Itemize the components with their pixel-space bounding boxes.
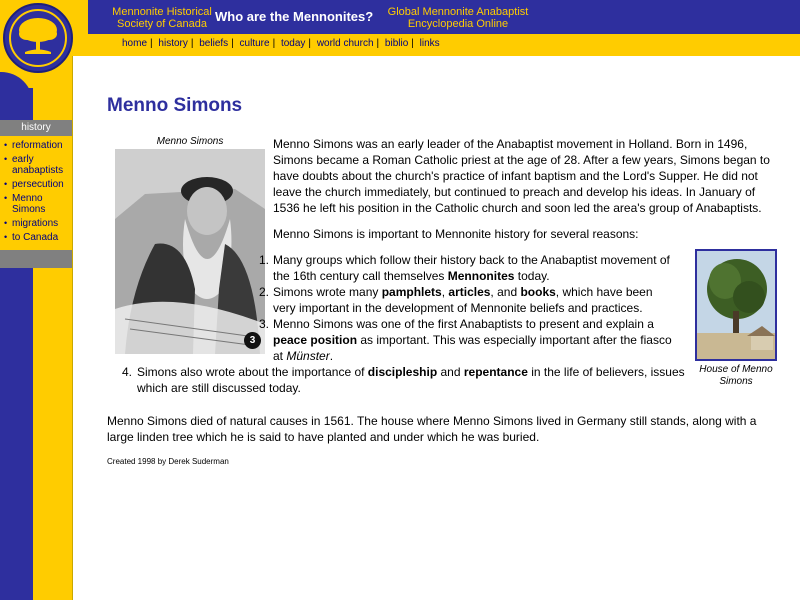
nav-culture[interactable]: culture [239,38,270,49]
sidebar-item-label: anabaptists [12,165,64,176]
closing-paragraph: Menno Simons died of natural causes in 1561. The house where Menno Simons lived in Germany still stands, along with a large linden tree which he is said to have planted and under which he was buried. [107,414,757,444]
site-title: Who are the Mennonites? [215,9,374,24]
reasons-intro: Menno Simons is important to Mennonite history for several reasons: [273,227,639,241]
list-item: 3. Menno Simons was one of the first Anabaptists to present and explain a peace position as important. This was especially important after the fiasco at Münster. [259,317,672,363]
sidebar-item-early-anabaptists[interactable] [4,154,70,176]
sidebar-item-label: Menno [12,193,43,204]
tree-icon [5,5,71,71]
sidebar-item-reformation[interactable] [4,140,70,151]
sidebar-item-persecution[interactable] [4,179,70,190]
sidebar-item-to-canada[interactable] [4,232,70,243]
sidebar-header: history [0,120,72,136]
sidebar-list [0,136,72,250]
house-caption: House of Menno Simons [699,364,773,387]
page-title: Menno Simons [107,95,243,116]
nav-today[interactable]: today [280,38,306,49]
sidebar-item-label: reformation [12,140,63,151]
sidebar-footer [0,250,72,268]
nav-beliefs[interactable]: beliefs [199,38,229,49]
main-content [107,95,790,466]
mhsc-line1: Mennonite Historical [112,6,212,18]
top-nav: home | history | beliefs | culture | today | world church | biblio | links [122,38,440,49]
mhsc-line2: Society of Canada [117,18,207,30]
sidebar-item-label: migrations [12,218,59,229]
intro-paragraph: Menno Simons was an early leader of the Anabaptist movement in Holland. Born in 1496, Simons became a Roman Catholic priest at the age of 28. After a few years, Simons began to have doubts about the church's practice of infant baptism and the Lord's Supper. He did not leave the church immediately, but continued to preach and develop his ideas. In January of 1536 he left his position in the Catholic church and soon led the area's group of Anabaptists. [273,137,770,215]
credit-line: Created 1998 by Derek Suderman [107,457,229,466]
gameo-link[interactable] [378,6,538,30]
divider [72,56,73,600]
gameo-line1: Global Mennonite Anabaptist [387,6,529,18]
mhsc-link[interactable] [112,6,212,30]
portrait-illustration [115,149,265,354]
nav-world-church[interactable]: world church [316,38,374,49]
sidebar-item-label: early [12,154,34,165]
list-item: 2. Simons wrote many pamphlets, articles, and books, which have been very important in the development of Mennonite beliefs and practices. [259,285,653,315]
figure-number-badge: 3 [244,332,261,349]
nav-links[interactable]: links [419,38,440,49]
sidebar-item-menno-simons[interactable] [4,193,70,215]
sidebar-item-label: Simons [12,204,46,215]
sidebar [0,120,72,268]
gameo-line2: Encyclopedia Online [407,18,509,30]
site-logo[interactable] [3,3,73,73]
list-item: 4. Simons also wrote about the importance of discipleship and repentance in the life of believers, issues which are still discussed today. [122,365,685,395]
sidebar-item-migrations[interactable] [4,218,70,229]
house-illustration [697,251,775,359]
portrait-image [115,149,265,354]
house-image [695,249,777,361]
house-figure [695,249,777,388]
portrait-figure [115,136,265,354]
nav-home[interactable]: home [122,38,148,49]
nav-history[interactable]: history [158,38,188,49]
sidebar-item-label: persecution [12,179,64,190]
list-item: 1. Many groups which follow their history back to the Anabaptist movement of the 16th century call themselves Mennonites today. [259,253,670,283]
nav-biblio[interactable]: biblio [384,38,409,49]
portrait-caption: Menno Simons [156,136,224,147]
sidebar-item-label: to Canada [12,232,59,243]
